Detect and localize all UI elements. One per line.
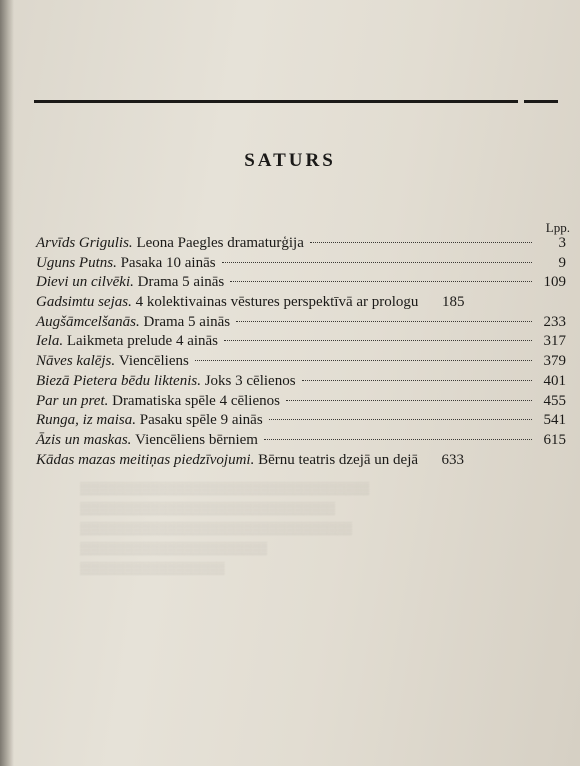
table-of-contents	[36, 235, 566, 471]
entry-title: Drama 5 ainās	[143, 313, 231, 330]
show-through-texture: ▒▒▒▒▒▒▒▒▒▒▒▒▒▒▒▒▒▒▒▒▒▒▒▒▒▒▒▒▒▒▒▒▒▒ ▒▒▒▒▒▒▒▒▒▒▒▒▒▒▒▒▒▒▒▒▒▒▒▒▒▒▒▒▒▒ ▒▒▒▒▒▒▒▒▒▒▒▒▒▒▒▒▒▒▒▒▒▒▒▒▒▒▒▒▒▒▒▒ ▒▒▒▒▒▒▒▒▒▒▒▒▒▒▒▒▒▒▒▒▒▒ ▒▒▒▒▒▒▒▒▒▒▒▒▒▒▒▒▒	[80, 481, 370, 575]
entry-author: Nāves kalējs.	[36, 353, 116, 370]
dot-leader	[302, 380, 532, 381]
entry-page: 455	[543, 392, 566, 409]
toc-entry	[36, 373, 566, 393]
top-rule-end	[524, 100, 558, 103]
toc-entry	[36, 255, 566, 275]
toc-entry	[36, 393, 566, 413]
dot-leader	[269, 419, 532, 420]
entry-author: Augšāmcelšanās.	[36, 313, 140, 330]
entry-page: 379	[543, 353, 566, 370]
entry-title: Pasaku spēle 9 ainās	[139, 412, 263, 429]
entry-author: Arvīds Grigulis.	[36, 235, 133, 251]
entry-author: Gadsimtu sejas.	[36, 294, 132, 311]
entry-page: 185	[441, 294, 465, 311]
top-rule	[34, 100, 518, 103]
toc-entry	[36, 452, 566, 472]
entry-title: Dramatiska spēle 4 cēlienos	[112, 392, 280, 409]
entry-page: 109	[543, 274, 566, 291]
toc-entry	[36, 314, 566, 334]
dot-leader	[310, 242, 532, 243]
entry-author: Uguns Putns.	[36, 254, 117, 271]
entry-title: Viencēliens	[118, 353, 189, 370]
entry-author: Par un pret.	[36, 392, 109, 409]
toc-entry	[36, 274, 566, 294]
dot-leader	[236, 321, 532, 322]
toc-entry	[36, 235, 566, 255]
dot-leader	[222, 262, 532, 263]
toc-entry	[36, 333, 566, 353]
page-column-label: Lpp.	[545, 220, 570, 235]
entry-page: 317	[543, 333, 566, 350]
entry-author: Biezā Pietera bēdu liktenis.	[36, 372, 201, 389]
dot-leader	[286, 400, 532, 401]
entry-title: Laikmeta prelude 4 ainās	[66, 333, 219, 350]
dot-leader	[230, 281, 532, 282]
entry-author: Āzis un maskas.	[36, 431, 132, 448]
toc-entry	[36, 294, 566, 314]
entry-page: 9	[558, 254, 566, 271]
entry-author: Iela.	[36, 333, 64, 350]
toc-entry	[36, 432, 566, 452]
entry-page: 3	[558, 235, 566, 251]
toc-entry	[36, 353, 566, 373]
entry-title: Bērnu teatris dzejā un dejā	[258, 451, 419, 468]
entry-title: 4 kolektivainas vēstures perspektīvā ar prologu	[135, 294, 419, 311]
entry-page: 233	[543, 313, 566, 330]
toc-entry	[36, 412, 566, 432]
entry-title: Drama 5 ainās	[137, 274, 225, 291]
entry-title: Joks 3 cēlienos	[204, 372, 296, 389]
entry-page: 633	[441, 451, 465, 468]
entry-page: 401	[543, 372, 566, 389]
entry-title: Pasaka 10 ainās	[120, 254, 216, 271]
dot-leader	[264, 439, 532, 440]
entry-author: Runga, iz maisa.	[36, 412, 137, 429]
entry-title: Leona Paegles dramaturģija	[136, 235, 304, 251]
page-title: SATURS	[244, 150, 336, 171]
entry-author: Dievi un cilvēki.	[36, 274, 134, 291]
dot-leader	[224, 340, 532, 341]
entry-page: 615	[543, 431, 566, 448]
entry-author: Kādas mazas meitiņas piedzīvojumi.	[36, 451, 255, 468]
dot-leader	[195, 360, 532, 361]
entry-title: Viencēliens bērniem	[135, 431, 258, 448]
entry-page: 541	[543, 412, 566, 429]
page-gutter-shadow	[0, 0, 14, 766]
